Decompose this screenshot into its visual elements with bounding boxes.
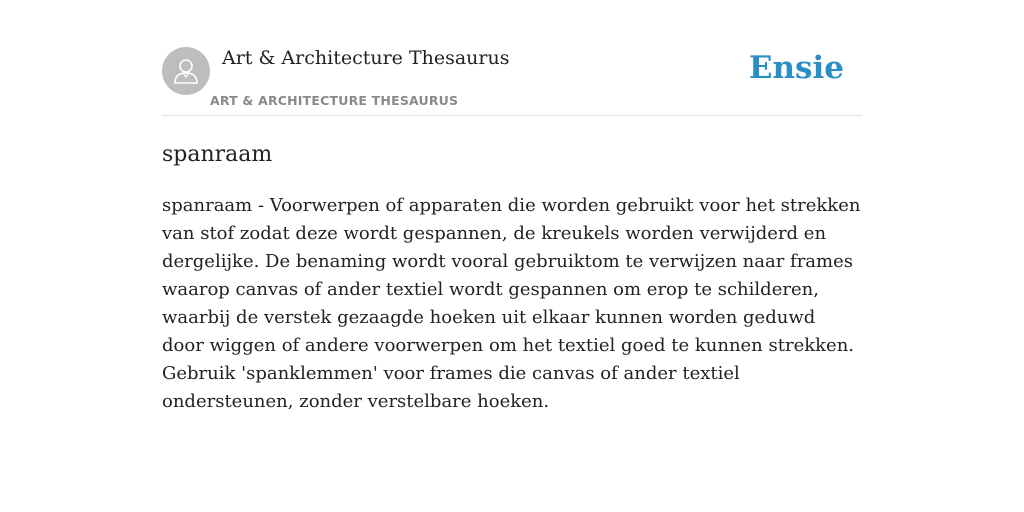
user-silhouette-icon [170, 55, 202, 87]
author-subtitle: ART & ARCHITECTURE THESAURUS [210, 93, 459, 108]
entry-definition: spanraam - Voorwerpen of apparaten die worden gebruikt voor het strekken van stof zodat deze wordt gespannen, de kreukels worden verwijderd en dergelijke. De benaming wordt vooral gebruiktom te verwijzen naar frames waarop canvas of ander textiel wordt gespannen om erop te schilderen, waarbij de verstek gezaagde hoeken uit elkaar kunnen worden geduwd door wiggen of andere voorwerpen om het textiel goed te kunnen strekken. Gebruik 'spanklemmen' voor frames die canvas of ander textiel ondersteunen, zonder verstelbare hoeken. [162, 195, 861, 412]
avatar[interactable] [162, 47, 210, 95]
entry-header [162, 0, 862, 116]
entry-term: spanraam [162, 142, 273, 167]
entry-card [162, 0, 862, 412]
brand-logo[interactable]: Ensie [748, 50, 844, 86]
author-name[interactable]: Art & Architecture Thesaurus [222, 47, 510, 69]
